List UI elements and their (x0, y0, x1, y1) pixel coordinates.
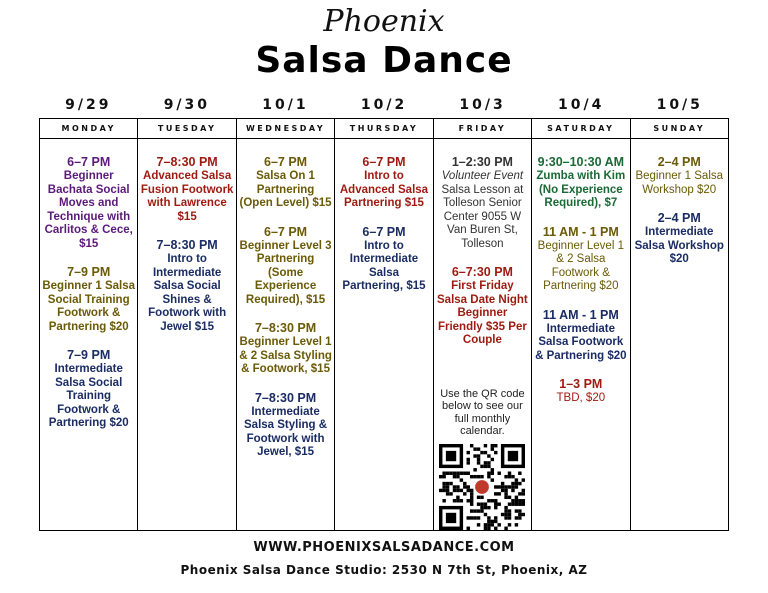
class-event (42, 265, 135, 334)
event-time: 7–9 PM (67, 348, 111, 362)
class-event (140, 155, 233, 224)
event-tag: Volunteer Event (441, 170, 524, 182)
studio-address: Phoenix Salsa Dance Studio: 2530 N 7th St, Phoenix, AZ (180, 563, 588, 577)
day-column-thursday (335, 119, 433, 530)
class-event (633, 211, 726, 267)
day-name: SATURDAY (532, 119, 629, 139)
brand-script-title: Phoenix (323, 4, 445, 39)
class-event (534, 225, 627, 294)
event-time: 6–7 PM (67, 155, 111, 169)
schedule-grid (39, 118, 729, 531)
class-event (436, 155, 529, 251)
event-description: TBD, $20 (556, 392, 606, 404)
date-saturday: 10/4 (558, 97, 605, 113)
day-column-monday (40, 119, 138, 530)
event-time: 11 AM - 1 PM (542, 307, 619, 322)
event-description: First Friday Salsa Date Night Beginner Friendly $35 Per Couple (437, 280, 528, 346)
event-time: 6–7 PM (362, 224, 406, 239)
event-description: Salsa On 1 Partnering (Open Level) $15 (239, 170, 332, 209)
event-description: Intro to Intermediate Salsa Social Shines & Footwork with Jewel $15 (148, 253, 227, 333)
event-description: Intro to Intermediate Salsa Partnering, $15 (342, 239, 426, 292)
qr-note: Use the QR code below to see our full monthly calendar. (440, 387, 525, 437)
event-description: Intermediate Salsa Workshop $20 (634, 226, 724, 265)
event-description: Salsa Lesson at Tolleson Senior Center 9055 W Van Buren St, Tolleson (441, 183, 524, 250)
class-event (239, 321, 332, 377)
day-events (237, 139, 334, 474)
class-event (633, 155, 726, 197)
event-description: Beginner Level 1 & 2 Salsa Styling & Footwork, $15 (239, 336, 332, 375)
class-event (140, 238, 233, 334)
day-events (335, 139, 432, 308)
event-description: Intermediate Salsa Social Training Footwork & Partnering $20 (48, 363, 129, 429)
class-event (239, 391, 332, 460)
event-time: 7–8:30 PM (254, 390, 317, 405)
date-thursday: 10/2 (360, 97, 408, 113)
day-name: MONDAY (40, 119, 137, 139)
day-name: SUNDAY (631, 119, 728, 139)
event-time: 6–7:30 PM (451, 265, 513, 279)
class-event (42, 348, 135, 431)
event-time: 9:30–10:30 AM (537, 155, 625, 169)
event-time: 6–7 PM (362, 155, 406, 169)
event-description: Beginner Level 1 & 2 Salsa Footwork & Partnering $20 (537, 239, 624, 292)
event-time: 7–8:30 PM (254, 321, 317, 335)
event-time: 1–3 PM (559, 377, 603, 391)
event-description: Intermediate Salsa Footwork & Partnering $20 (535, 322, 627, 362)
day-name: FRIDAY (434, 119, 531, 139)
event-description: Beginner 1 Salsa Social Training Footwork & Partnering $20 (42, 280, 136, 333)
event-time: 2–4 PM (657, 211, 701, 225)
day-column-wednesday (237, 119, 335, 530)
event-time: 6–7 PM (264, 155, 308, 169)
class-event (239, 225, 332, 308)
event-description: Zumba with Kim (No Experience Required), $7 (536, 170, 626, 209)
event-time: 7–9 PM (67, 265, 111, 279)
day-name: THURSDAY (335, 119, 432, 139)
event-description: Beginner Level 3 Partnering (Some Experience Required), $15 (239, 239, 332, 306)
date-wednesday: 10/1 (262, 97, 309, 113)
qr-code-icon[interactable] (439, 444, 525, 530)
day-events (434, 139, 531, 530)
day-events (138, 139, 235, 348)
class-event (534, 377, 627, 406)
day-name: WEDNESDAY (237, 119, 334, 139)
event-time: 2–4 PM (657, 155, 701, 169)
day-column-saturday (532, 119, 630, 530)
page-title: Salsa Dance (255, 40, 513, 81)
class-event (239, 155, 332, 211)
day-events (40, 139, 137, 445)
event-description: Intro to Advanced Salsa Partnering $15 (339, 170, 429, 209)
day-name: TUESDAY (138, 119, 235, 139)
date-tuesday: 9/30 (163, 97, 211, 113)
day-column-friday (434, 119, 532, 530)
day-events (631, 139, 728, 281)
event-description: Beginner Bachata Social Moves and Technique with Carlitos & Cece, $15 (44, 170, 133, 250)
date-friday: 10/3 (459, 97, 506, 113)
event-time: 6–7 PM (264, 224, 308, 239)
date-monday: 9/29 (65, 97, 112, 113)
event-time: 7–8:30 PM (156, 155, 218, 169)
date-sunday: 10/5 (656, 97, 703, 113)
day-column-sunday (631, 119, 728, 530)
event-description: Beginner 1 Salsa Workshop $20 (635, 170, 724, 196)
day-column-tuesday (138, 119, 236, 530)
event-time: 11 AM - 1 PM (542, 224, 619, 239)
event-time: 1–2:30 PM (451, 155, 513, 169)
class-event (534, 308, 627, 364)
class-event (42, 155, 135, 251)
event-time: 7–8:30 PM (156, 238, 218, 252)
day-events (532, 139, 629, 420)
class-event (534, 155, 627, 211)
event-description: Advanced Salsa Fusion Footwork with Lawrence $15 (140, 170, 234, 223)
class-event (337, 225, 430, 294)
class-event (337, 155, 430, 211)
class-event (436, 265, 529, 348)
date-row (39, 97, 729, 113)
event-description: Intermediate Salsa Styling & Footwork with Jewel, $15 (244, 405, 328, 458)
website-url[interactable]: WWW.PHOENIXSALSADANCE.COM (253, 540, 515, 555)
